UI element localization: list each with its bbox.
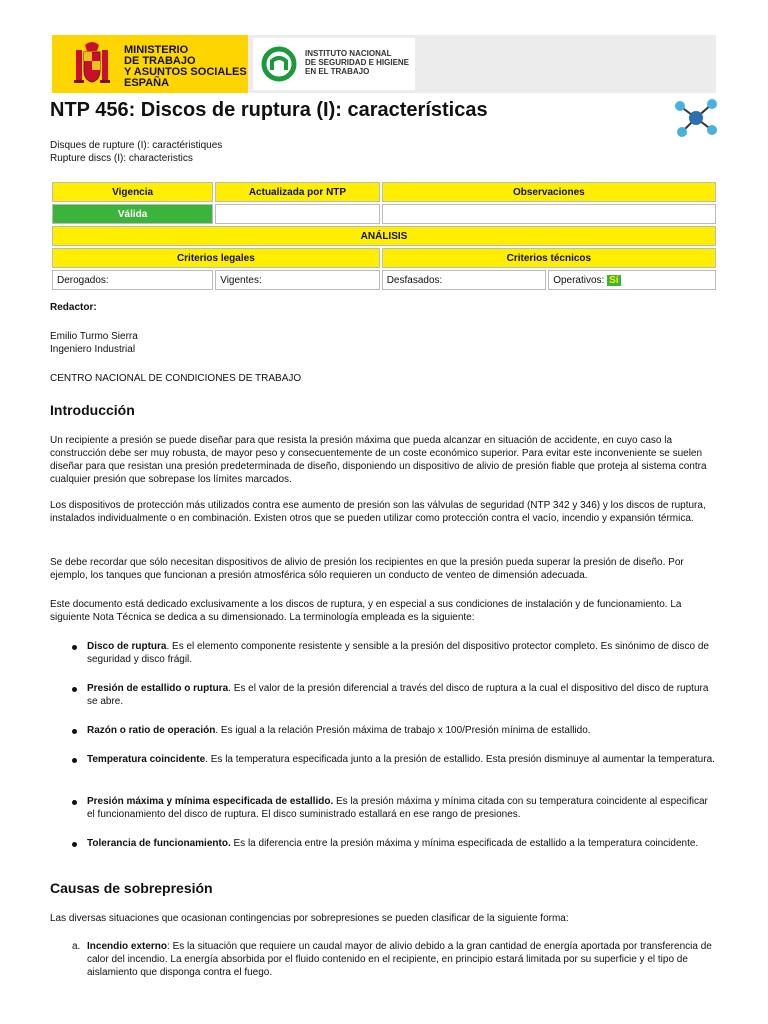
author-label: Redactor:: [50, 302, 97, 313]
causes-heading: Causas de sobrepresión: [50, 880, 213, 896]
bullet-icon: [72, 645, 77, 650]
list-item: Incendio externo: Es la situación que requiere un caudal mayor de alivio debido a la gran cantidad de energía aportada por transferencia de calor del incendio. La energía absorbida por el fluido contenido en el recipiente, en principio estará limitada por su superficie y el tipo de aislamiento que disponga contra el fuego.: [87, 941, 712, 978]
causes-paragraph-1: Las diversas situaciones que ocasionan contingencias por sobrepresiones se pueden clasificar de la siguiente forma:: [50, 913, 569, 924]
page-title: NTP 456: Discos de ruptura (I): características: [50, 99, 488, 121]
criterios-legales-header: Criterios legales: [52, 248, 380, 268]
molecule-icon: [672, 98, 720, 138]
subtitle-french: Disques de rupture (I): caractéristiques: [50, 140, 223, 151]
insht-name: INSTITUTO NACIONAL DE SEGURIDAD E HIGIENE EN EL TRABAJO: [305, 49, 410, 76]
bullet-icon: [72, 800, 77, 805]
observaciones-value: [382, 204, 716, 224]
bullet-icon: [72, 758, 77, 763]
intro-paragraph-2: Los dispositivos de protección más utilizados contra ese aumento de presión son las válvulas de seguridad (NTP 342 y 346) y los discos de ruptura, instalados individualmente o en combinación. Existen otros que se pueden utilizar como protección contra el vacío, incendio y expansión térmica.: [50, 500, 706, 524]
list-item: Tolerancia de funcionamiento. Es la diferencia entre la presión máxima y mínima especificada de estallido a la temperatura coincidente.: [87, 838, 699, 849]
desfasados-cell: Desfasados:: [382, 270, 547, 290]
author-center: CENTRO NACIONAL DE CONDICIONES DE TRABAJO: [50, 373, 302, 384]
list-item: Presión máxima y mínima especificada de estallido. Es la presión máxima y mínima citada con su temperatura coincidente al especificar el funcionamiento del disco de ruptura. El disco suministrado estallará en ese rango de presiones.: [87, 796, 708, 820]
bullet-icon: [72, 729, 77, 734]
list-item: Presión de estallido o ruptura. Es el valor de la presión diferencial a través del disco de ruptura a la cual el dispositivo del disco de ruptura se abre.: [87, 683, 709, 707]
vigencia-header: Vigencia: [52, 182, 213, 202]
ministry-name: MINISTERIO DE TRABAJO Y ASUNTOS SOCIALES ESPAÑA: [124, 44, 247, 89]
actualizada-header: Actualizada por NTP: [215, 182, 380, 202]
vigencia-value: Válida: [52, 204, 213, 224]
observaciones-header: Observaciones: [382, 182, 716, 202]
intro-paragraph-1: Un recipiente a presión se puede diseñar para que resista la presión máxima que pueda alcanzar en situación de accidente, en cuyo caso la construcción debe ser muy robusta, de mayor peso y consecuentemente de un coste económico superior. Para evitar este inconveniente se suelen diseñar para que resistan una presión predeterminada de diseño, disponiendo un dispositivo de alivio de presión fiable que proteja al sistema contra cualquier presión que sobrepase los límites marcados.: [50, 435, 707, 485]
status-table: [50, 180, 718, 292]
bullet-icon: [72, 687, 77, 692]
vigentes-cell: Vigentes:: [215, 270, 380, 290]
intro-paragraph-3: Se debe recordar que sólo necesitan dispositivos de alivio de presión los recipientes en que la presión pueda superar la presión de diseño. Por ejemplo, los tanques que funcionan a presión atmosférica sólo requieren un conducto de venteo de dimensión adecuada.: [50, 557, 684, 581]
actualizada-value: [215, 204, 380, 224]
criterios-tecnicos-header: Criterios técnicos: [382, 248, 716, 268]
bullet-icon: [72, 842, 77, 847]
coat-of-arms-icon: [70, 40, 114, 88]
operativos-cell: [548, 270, 716, 290]
intro-heading: Introducción: [50, 402, 135, 418]
list-marker: a.: [72, 941, 81, 952]
operativos-value: Sí: [609, 274, 619, 286]
list-item: Disco de ruptura. Es el elemento componente resistente y sensible a la presión del dispositivo protector completo. Es sinónimo de disco de seguridad y disco frágil.: [87, 641, 709, 665]
author-name: Emilio Turmo Sierra: [50, 331, 138, 342]
analisis-header: ANÁLISIS: [52, 226, 716, 246]
insht-logo[interactable]: [253, 38, 415, 90]
operativos-label: Operativos:: [553, 274, 605, 286]
subtitle-english: Rupture discs (I): characteristics: [50, 153, 193, 164]
ministry-logo[interactable]: [52, 35, 248, 93]
intro-paragraph-4: Este documento está dedicado exclusivamente a los discos de ruptura, y en especial a sus condiciones de instalación y de funcionamiento. La siguiente Nota Técnica se dedica a su dimensionado. La terminología empleada es la siguiente:: [50, 599, 682, 623]
author-role: Ingeniero Industrial: [50, 344, 136, 355]
list-item: Razón o ratio de operación. Es igual a la relación Presión máxima de trabajo x 100/Presión mínima de estallido.: [87, 725, 591, 736]
derogados-cell: Derogados:: [52, 270, 213, 290]
insht-logo-icon: [261, 46, 297, 82]
list-item: Temperatura coincidente. Es la temperatura especificada junto a la presión de estallido. Esta presión disminuye al aumentar la temperatura.: [87, 754, 715, 765]
